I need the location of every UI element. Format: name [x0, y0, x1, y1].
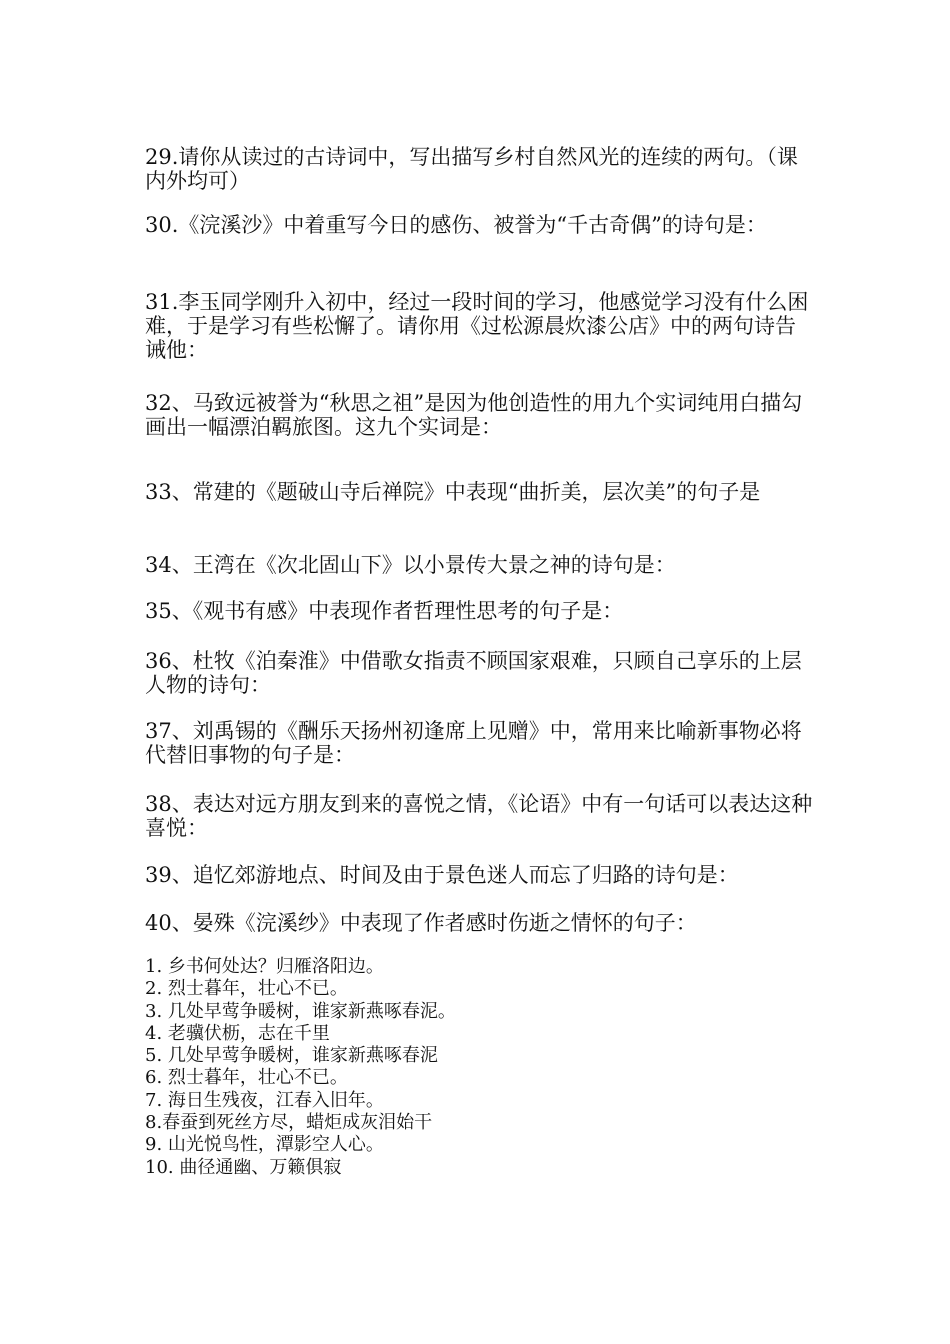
question-40: 40、晏殊《浣溪纱》中表现了作者感时伤逝之情怀的句子：	[145, 911, 697, 935]
answer-item: 8.春蚕到死丝方尽，蜡炬成灰泪始干	[145, 1112, 433, 1134]
question-38: 38、表达对远方朋友到来的喜悦之情，《论语》中有一句话可以表达这种喜悦：	[145, 792, 813, 840]
question-34: 34、王湾在《次北固山下》以小景传大景之神的诗句是：	[145, 553, 676, 577]
question-29: 29.请你从读过的古诗词中，写出描写乡村自然风光的连续的两句。（课内外均可）	[145, 145, 798, 193]
answer-item: 5. 几处早莺争暖树，谁家新燕啄春泥	[145, 1045, 438, 1067]
answer-list	[145, 956, 815, 1179]
answer-item: 3. 几处早莺争暖树，谁家新燕啄春泥。	[145, 1000, 456, 1022]
question-37: 37、刘禹锡的《酬乐天扬州初逢席上见赠》中，常用来比喻新事物必将代替旧事物的句子是：	[145, 719, 802, 767]
answer-item: 10. 曲径通幽、万籁俱寂	[145, 1156, 342, 1178]
question-35: 35、《观书有感》中表现作者哲理性思考的句子是：	[145, 599, 624, 623]
question-32: 32、马致远被誉为“秋思之祖”是因为他创造性的用九个实词纯用白描勾画出一幅漂泊羁旅图。这九个实词是：	[145, 391, 803, 439]
question-36: 36、杜牧《泊秦淮》中借歌女指责不顾国家艰难，只顾自己享乐的上层人物的诗句：	[145, 649, 802, 697]
answer-item: 2. 烈士暮年，壮心不已。	[145, 978, 348, 1000]
answer-item: 7. 海日生残夜，江春入旧年。	[145, 1089, 384, 1111]
answer-item: 4. 老骥伏枥，志在千里	[145, 1022, 330, 1044]
answer-item: 9. 山光悦鸟性，潭影空人心。	[145, 1134, 384, 1156]
question-31: 31.李玉同学刚升入初中，经过一段时间的学习，他感觉学习没有什么困难，于是学习有些松懈了。请你用《过松源晨炊漆公店》中的两句诗告诫他：	[145, 290, 809, 362]
question-30: 30.《浣溪沙》中着重写今日的感伤、被誉为“千古奇偶”的诗句是：	[145, 213, 767, 237]
answer-item: 1. 乡书何处达？归雁洛阳边。	[145, 956, 384, 977]
question-39: 39、追忆郊游地点、时间及由于景色迷人而忘了归路的诗句是：	[145, 863, 739, 887]
question-33: 33、常建的《题破山寺后禅院》中表现“曲折美，层次美”的句子是	[145, 480, 761, 504]
answer-item: 6. 烈士暮年，壮心不已。	[145, 1067, 348, 1089]
